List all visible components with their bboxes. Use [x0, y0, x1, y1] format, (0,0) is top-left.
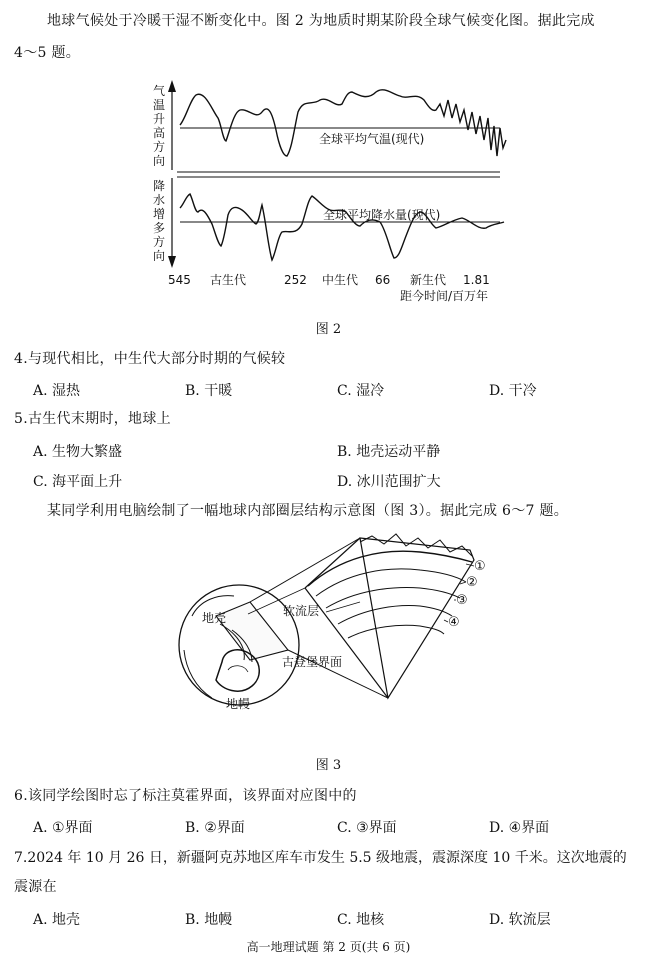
q5-option-a[interactable]: A. 生物大繁盛	[33, 444, 123, 460]
q5-option-d[interactable]: D. 冰川范围扩大	[337, 474, 441, 490]
precip-reference-label: 全球平均降水量(现代)	[323, 208, 441, 222]
q5-option-b[interactable]: B. 地壳运动平静	[337, 444, 441, 460]
q7-option-b[interactable]: B. 地幔	[185, 912, 233, 928]
svg-text:高: 高	[153, 126, 166, 140]
globe-core	[216, 650, 259, 691]
question-4-stem: 4.与现代相比，中生代大部分时期的气候较	[14, 351, 286, 367]
label-interface-4: ④	[448, 615, 460, 630]
precip-axis-label	[153, 179, 165, 263]
q4-option-d[interactable]: D. 干冷	[489, 383, 537, 399]
q5-option-c[interactable]: C. 海平面上升	[33, 474, 123, 490]
precipitation-curve	[180, 194, 504, 260]
q6-option-d[interactable]: D. ④界面	[489, 820, 550, 836]
tick-252: 252	[284, 273, 307, 287]
svg-text:水: 水	[153, 193, 166, 207]
x-axis	[168, 272, 490, 303]
q4-option-a[interactable]: A. 湿热	[33, 383, 81, 399]
question-5-stem: 5.古生代末期时，地球上	[14, 411, 171, 427]
label-gutenberg: 古登堡界面	[282, 655, 343, 669]
svg-text:升: 升	[153, 112, 166, 126]
q7-option-a[interactable]: A. 地壳	[33, 912, 81, 928]
q6-option-a[interactable]: A. ①界面	[33, 820, 93, 836]
svg-text:向: 向	[153, 249, 166, 263]
era-cenozoic: 新生代	[410, 273, 447, 287]
temp-axis-label	[153, 83, 165, 168]
temperature-curve	[180, 90, 506, 156]
svg-text:气: 气	[153, 84, 166, 98]
label-mantle: 地幔	[226, 697, 251, 711]
q4-option-c[interactable]: C. 湿冷	[337, 383, 385, 399]
svg-text:多: 多	[153, 221, 166, 235]
svg-text:增: 增	[153, 207, 166, 221]
tick-1-81: 1.81	[463, 273, 490, 287]
layer-interface-3	[326, 588, 460, 608]
q7-option-c[interactable]: C. 地核	[337, 912, 385, 928]
figure-3-caption: 图 3	[315, 758, 342, 773]
question-6-stem: 6.该同学绘图时忘了标注莫霍界面，该界面对应图中的	[14, 788, 357, 804]
svg-text:方: 方	[153, 140, 166, 154]
globe-cutout	[216, 602, 288, 660]
era-mesozoic: 中生代	[322, 273, 359, 287]
tick-545: 545	[168, 273, 191, 287]
svg-text:方: 方	[153, 235, 166, 249]
q7-option-d[interactable]: D. 软流层	[489, 912, 551, 928]
question-7-stem-line-2: 震源在	[14, 879, 57, 895]
label-asthenosphere: 软流层	[283, 604, 320, 618]
label-crust: 地壳	[202, 611, 227, 625]
q4-option-b[interactable]: B. 干暖	[185, 383, 233, 399]
page-footer: 高一地理试题 第 2 页(共 6 页)	[246, 940, 411, 954]
q6-option-b[interactable]: B. ②界面	[185, 820, 245, 836]
projection-line	[250, 538, 360, 602]
climate-change-figure	[0, 0, 657, 320]
label-interface-3: ③	[456, 593, 468, 608]
svg-text:温: 温	[153, 98, 166, 112]
intro-paragraph-line-1: 地球气候处于冷暖干湿不断变化中。图 2 为地质时期某阶段全球气候变化图。据此完成	[47, 13, 595, 29]
globe-continent	[184, 650, 212, 698]
temp-reference-label: 全球平均气温(现代)	[319, 132, 425, 146]
layer-interface-1	[308, 551, 472, 586]
x-axis-title: 距今时间/百万年	[400, 289, 489, 303]
q6-option-c[interactable]: C. ③界面	[337, 820, 397, 836]
tick-66: 66	[375, 273, 391, 287]
layer-interface-4	[338, 606, 452, 624]
era-paleozoic: 古生代	[210, 273, 247, 287]
question-7-stem-line-1: 7.2024 年 10 月 26 日，新疆阿克苏地区库车市发生 5.5 级地震，震源深度 10 千米。这次地震的	[14, 850, 627, 866]
figure-2-caption: 图 2	[315, 322, 342, 337]
precip-axis-arrow-icon	[168, 256, 176, 268]
intro-paragraph-line-2: 4～5 题。	[14, 45, 81, 61]
svg-text:向: 向	[153, 154, 166, 168]
label-interface-1: ①	[474, 559, 486, 574]
svg-text:降: 降	[153, 179, 166, 193]
earth-interior-figure	[0, 530, 657, 760]
label-interface-2: ②	[466, 575, 478, 590]
intro-2-paragraph: 某同学利用电脑绘制了一幅地球内部圈层结构示意图（图 3）。据此完成 6～7 题。	[47, 503, 569, 519]
temp-axis-arrow-icon	[168, 80, 176, 92]
